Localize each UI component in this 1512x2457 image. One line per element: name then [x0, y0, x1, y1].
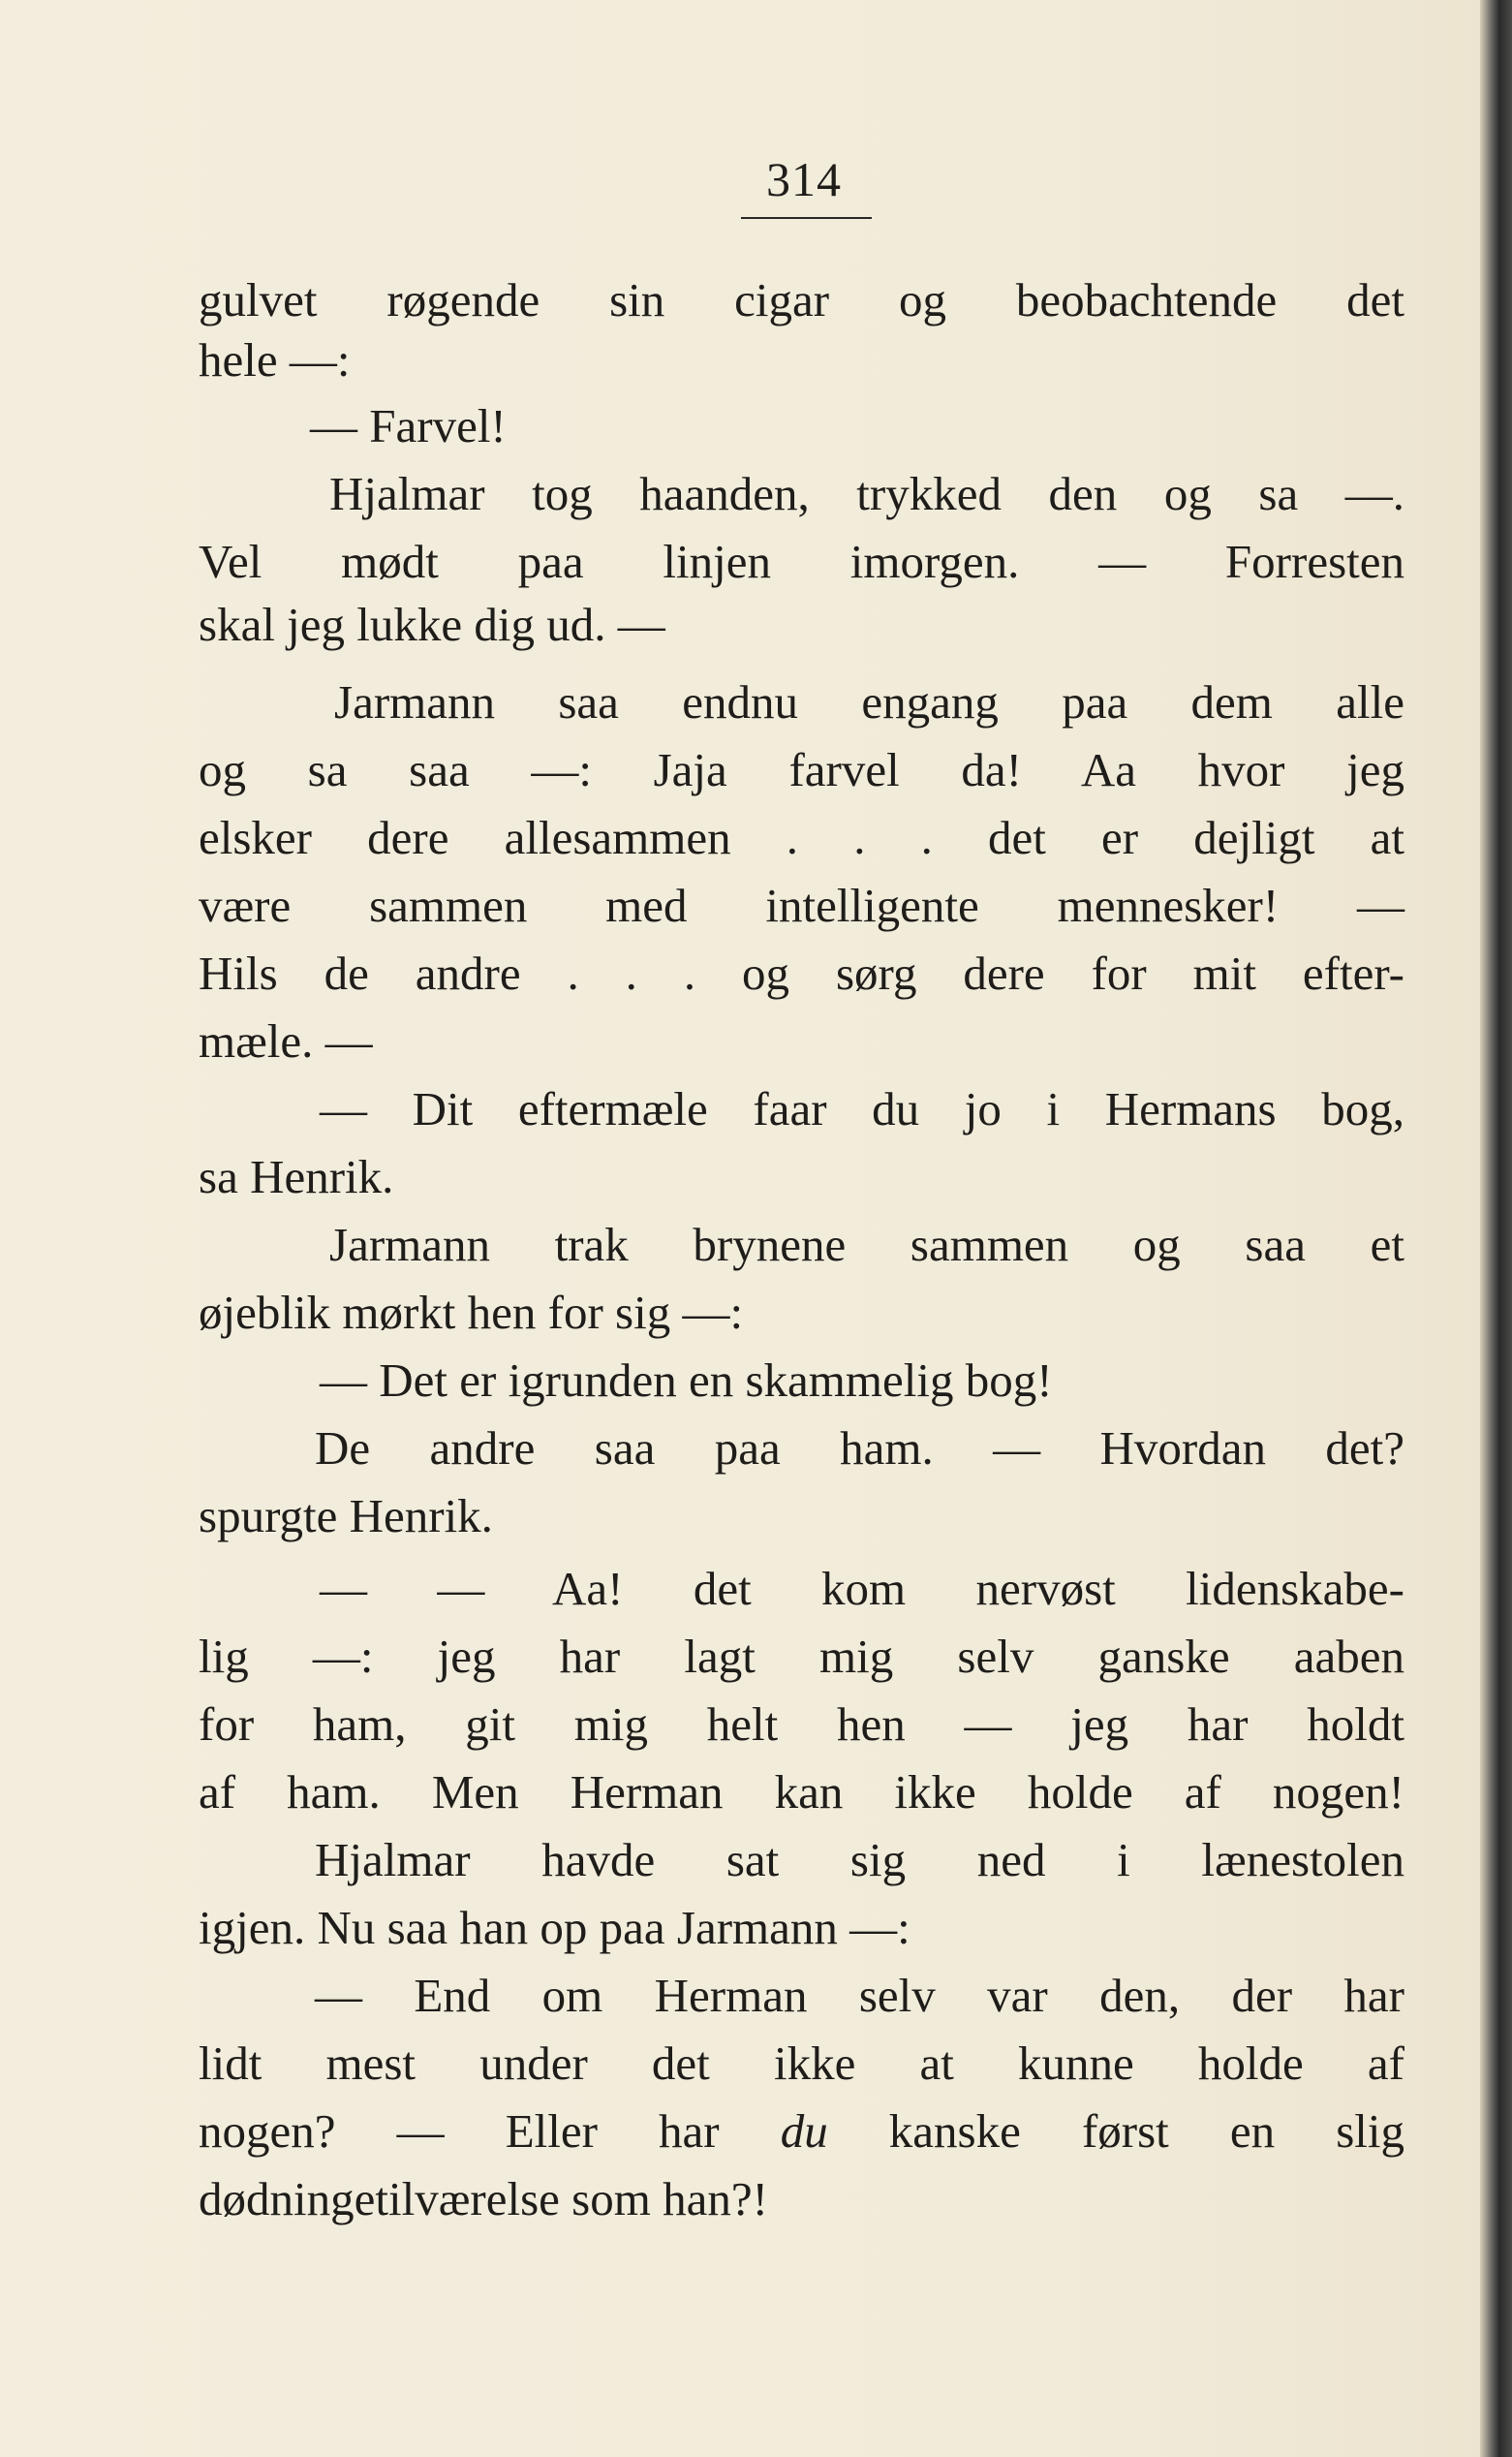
- text-line: — Dit eftermæle faar du jo i Hermans bog,: [320, 1082, 1404, 1135]
- text-line: — — Aa! det kom nervøst lidenskabe-: [320, 1562, 1404, 1615]
- text-segment: nogen? — Eller har: [199, 2104, 720, 2158]
- header-rule: [741, 217, 872, 219]
- text-line: lig —: jeg har lagt mig selv ganske aaben: [199, 1630, 1404, 1683]
- page-header: [736, 145, 872, 223]
- text-line: gulvet røgende sin cigar og beobachtende det: [199, 273, 1404, 327]
- text-line: Hjalmar tog haanden, trykked den og sa —.: [329, 467, 1404, 520]
- text-line: spurgte Henrik.: [199, 1489, 493, 1542]
- text-line: Jarmann trak brynene sammen og saa et: [329, 1218, 1404, 1271]
- text-segment: kanske først en slig: [888, 2104, 1405, 2158]
- page-number: 314: [766, 152, 842, 206]
- text-line: for ham, git mig helt hen — jeg har holdt: [199, 1697, 1404, 1751]
- page-edge-shadow: [1480, 0, 1512, 2457]
- text-line: af ham. Men Herman kan ikke holde af nogen!: [199, 1765, 1404, 1819]
- text-line: øjeblik mørkt hen for sig —:: [199, 1286, 744, 1339]
- text-line: Hjalmar havde sat sig ned i lænestolen: [315, 1833, 1404, 1886]
- text-line: hele —:: [199, 333, 351, 387]
- text-line: mæle. —: [199, 1014, 373, 1068]
- text-line: dødningetilværelse som han?!: [199, 2172, 768, 2225]
- text-line: — Farvel!: [310, 399, 507, 452]
- text-line-mixed: [199, 2102, 1404, 2161]
- text-line: igjen. Nu saa han op paa Jarmann —:: [199, 1901, 910, 1954]
- text-line: lidt mest under det ikke at kunne holde af: [199, 2037, 1404, 2090]
- text-line: — Det er igrunden en skammelig bog!: [320, 1353, 1053, 1407]
- italic-word: du: [780, 2104, 828, 2158]
- text-line: være sammen med intelligente mennesker! —: [199, 879, 1404, 932]
- text-line: De andre saa paa ham. — Hvordan det?: [315, 1421, 1404, 1475]
- text-line: og sa saa —: Jaja farvel da! Aa hvor jeg: [199, 743, 1404, 796]
- text-line: elsker dere allesammen . . . det er dejligt at: [199, 811, 1404, 864]
- text-line: skal jeg lukke dig ud. —: [199, 598, 665, 651]
- body-text: [199, 271, 1404, 2267]
- text-line: Hils de andre . . . og sørg dere for mit efter-: [199, 947, 1404, 1000]
- text-line: Vel mødt paa linjen imorgen. — Forresten: [199, 535, 1404, 588]
- text-line: — End om Herman selv var den, der har: [315, 1969, 1404, 2022]
- text-line: sa Henrik.: [199, 1150, 394, 1203]
- text-line: Jarmann saa endnu engang paa dem alle: [334, 675, 1404, 729]
